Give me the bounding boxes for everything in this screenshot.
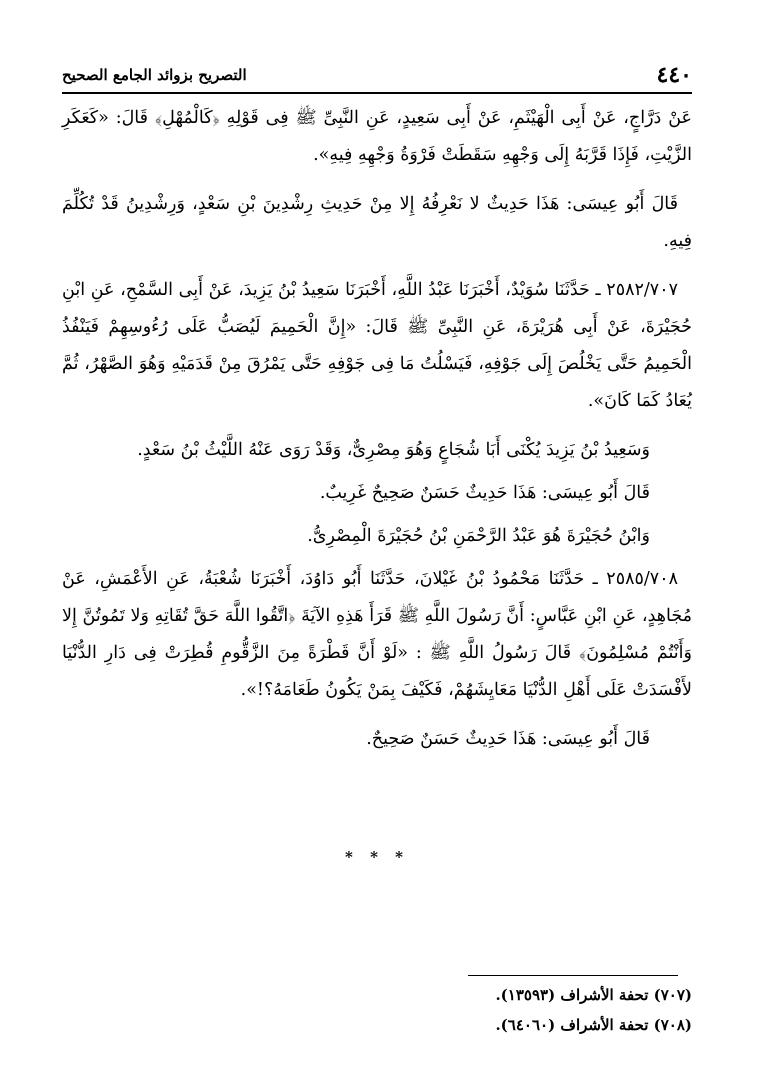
footnote-707: (٧٠٧) تحفة الأشراف (١٣٥٩٣).: [495, 986, 692, 1004]
header-rule: [62, 92, 692, 94]
commentary-paragraph: قَالَ أَبُو عِيسَى: هَذَا حَدِيثٌ لا نَعْرِفُهُ إِلا مِنْ حَدِيثِ رِشْدِينَ بْنِ سَعْدٍ، وَرِشْدِينُ قَدْ تُكُلِّمَ فِيهِ.: [62, 194, 692, 251]
main-text: [62, 100, 692, 764]
final-grading-note: قَالَ أَبُو عِيسَى: هَذَا حَدِيثٌ حَسَنٌ صَحِيحٌ.: [366, 729, 650, 749]
narrator-identity-note: وَابْنُ حُجَيْرَةَ هُوَ عَبْدُ الرَّحْمَنِ بْنُ حُجَيْرَةَ الْمِصْرِىُّ.: [307, 526, 650, 546]
footnote-rule: [468, 975, 678, 976]
footnote-708: (٧٠٨) تحفة الأشراف (٦٤٠٦٠).: [495, 1016, 692, 1034]
section-separator: * * *: [345, 848, 409, 866]
running-title: التصريح بزوائد الجامع الصحيح: [62, 66, 247, 84]
page-number: ٤٤٠: [656, 62, 692, 88]
narrator-note: وَسَعِيدُ بْنُ يَزِيدَ يُكْنَى أَبَا شُجَاعٍ وَهُوَ مِصْرِىٌّ، وَقَدْ رَوَى عَنْهُ اللَّيْثُ بْنُ سَعْدٍ.: [137, 440, 650, 460]
footnotes: [62, 980, 692, 1040]
hadith-707: ٢٥٨٢/٧٠٧ ـ حَدَّثَنَا سُوَيْدٌ، أَخْبَرَنَا عَبْدُ اللَّهِ، أَخْبَرَنَا سَعِيدُ بْنُ يَزِيدَ، عَنْ أَبِى السَّمْحِ، عَنِ ابْنِ حُجَيْرَةَ، عَنْ أَبِى هُرَيْرَةَ، عَنِ النَّبِىِّ ﷺ قَالَ: «إِنَّ الْحَمِيمَ لَيُصَبُّ عَلَى رُءُوسِهِمْ فَيَنْفُذُ الْحَمِيمُ حَتَّى يَخْلُصَ إِلَى جَوْفِهِ، فَيَسْلُتُ مَا فِى جَوْفِهِ حَتَّى يَمْرُقَ مِنْ قَدَمَيْهِ وَهُوَ الصَّهْرُ، ثُمَّ يُعَادُ كَمَا كَانَ».: [62, 280, 692, 411]
hadith-708: ٢٥٨٥/٧٠٨ ـ حَدَّثَنَا مَحْمُودُ بْنُ غَيْلانَ، حَدَّثَنَا أَبُو دَاوُدَ، أَخْبَرَنَا شُعْبَةُ، عَنِ الأَعْمَشِ، عَنْ مُجَاهِدٍ، عَنِ ابْنِ عَبَّاسٍ: أَنَّ رَسُولَ اللَّهِ ﷺ قَرَأَ هَذِهِ الآيَةَ ﴿اتَّقُوا اللَّهَ حَقَّ تُقَاتِهِ وَلا تَمُوتُنَّ إِلا وَأَنْتُمْ مُسْلِمُونَ﴾ قَالَ رَسُولُ اللَّهِ ﷺ : «لَوْ أَنَّ قَطْرَةً مِنَ الزَّقُّومِ قُطِرَتْ فِى دَارِ الدُّنْيَا لأَفْسَدَتْ عَلَى أَهْلِ الدُّنْيَا مَعَايِشَهُمْ، فَكَيْفَ بِمَنْ يَكُونُ طَعَامَهُ؟!».: [62, 569, 692, 700]
hadith-continuation: عَنْ دَرَّاجٍ، عَنْ أَبِى الْهَيْثَمِ، عَنْ أَبِى سَعِيدٍ، عَنِ النَّبِىِّ ﷺ فِى قَوْلِهِ ﴿كَالْمُهْلِ﴾ قَالَ: «كَعَكَرِ الزَّيْتِ، فَإِذَا قَرَّبَهُ إِلَى وَجْهِهِ سَقَطَتْ فَرْوَةُ وَجْهِهِ فِيهِ».: [62, 108, 692, 165]
grading-note: قَالَ أَبُو عِيسَى: هَذَا حَدِيثٌ حَسَنٌ صَحِيحٌ غَرِيبٌ.: [319, 483, 650, 503]
page-header: [62, 58, 692, 92]
